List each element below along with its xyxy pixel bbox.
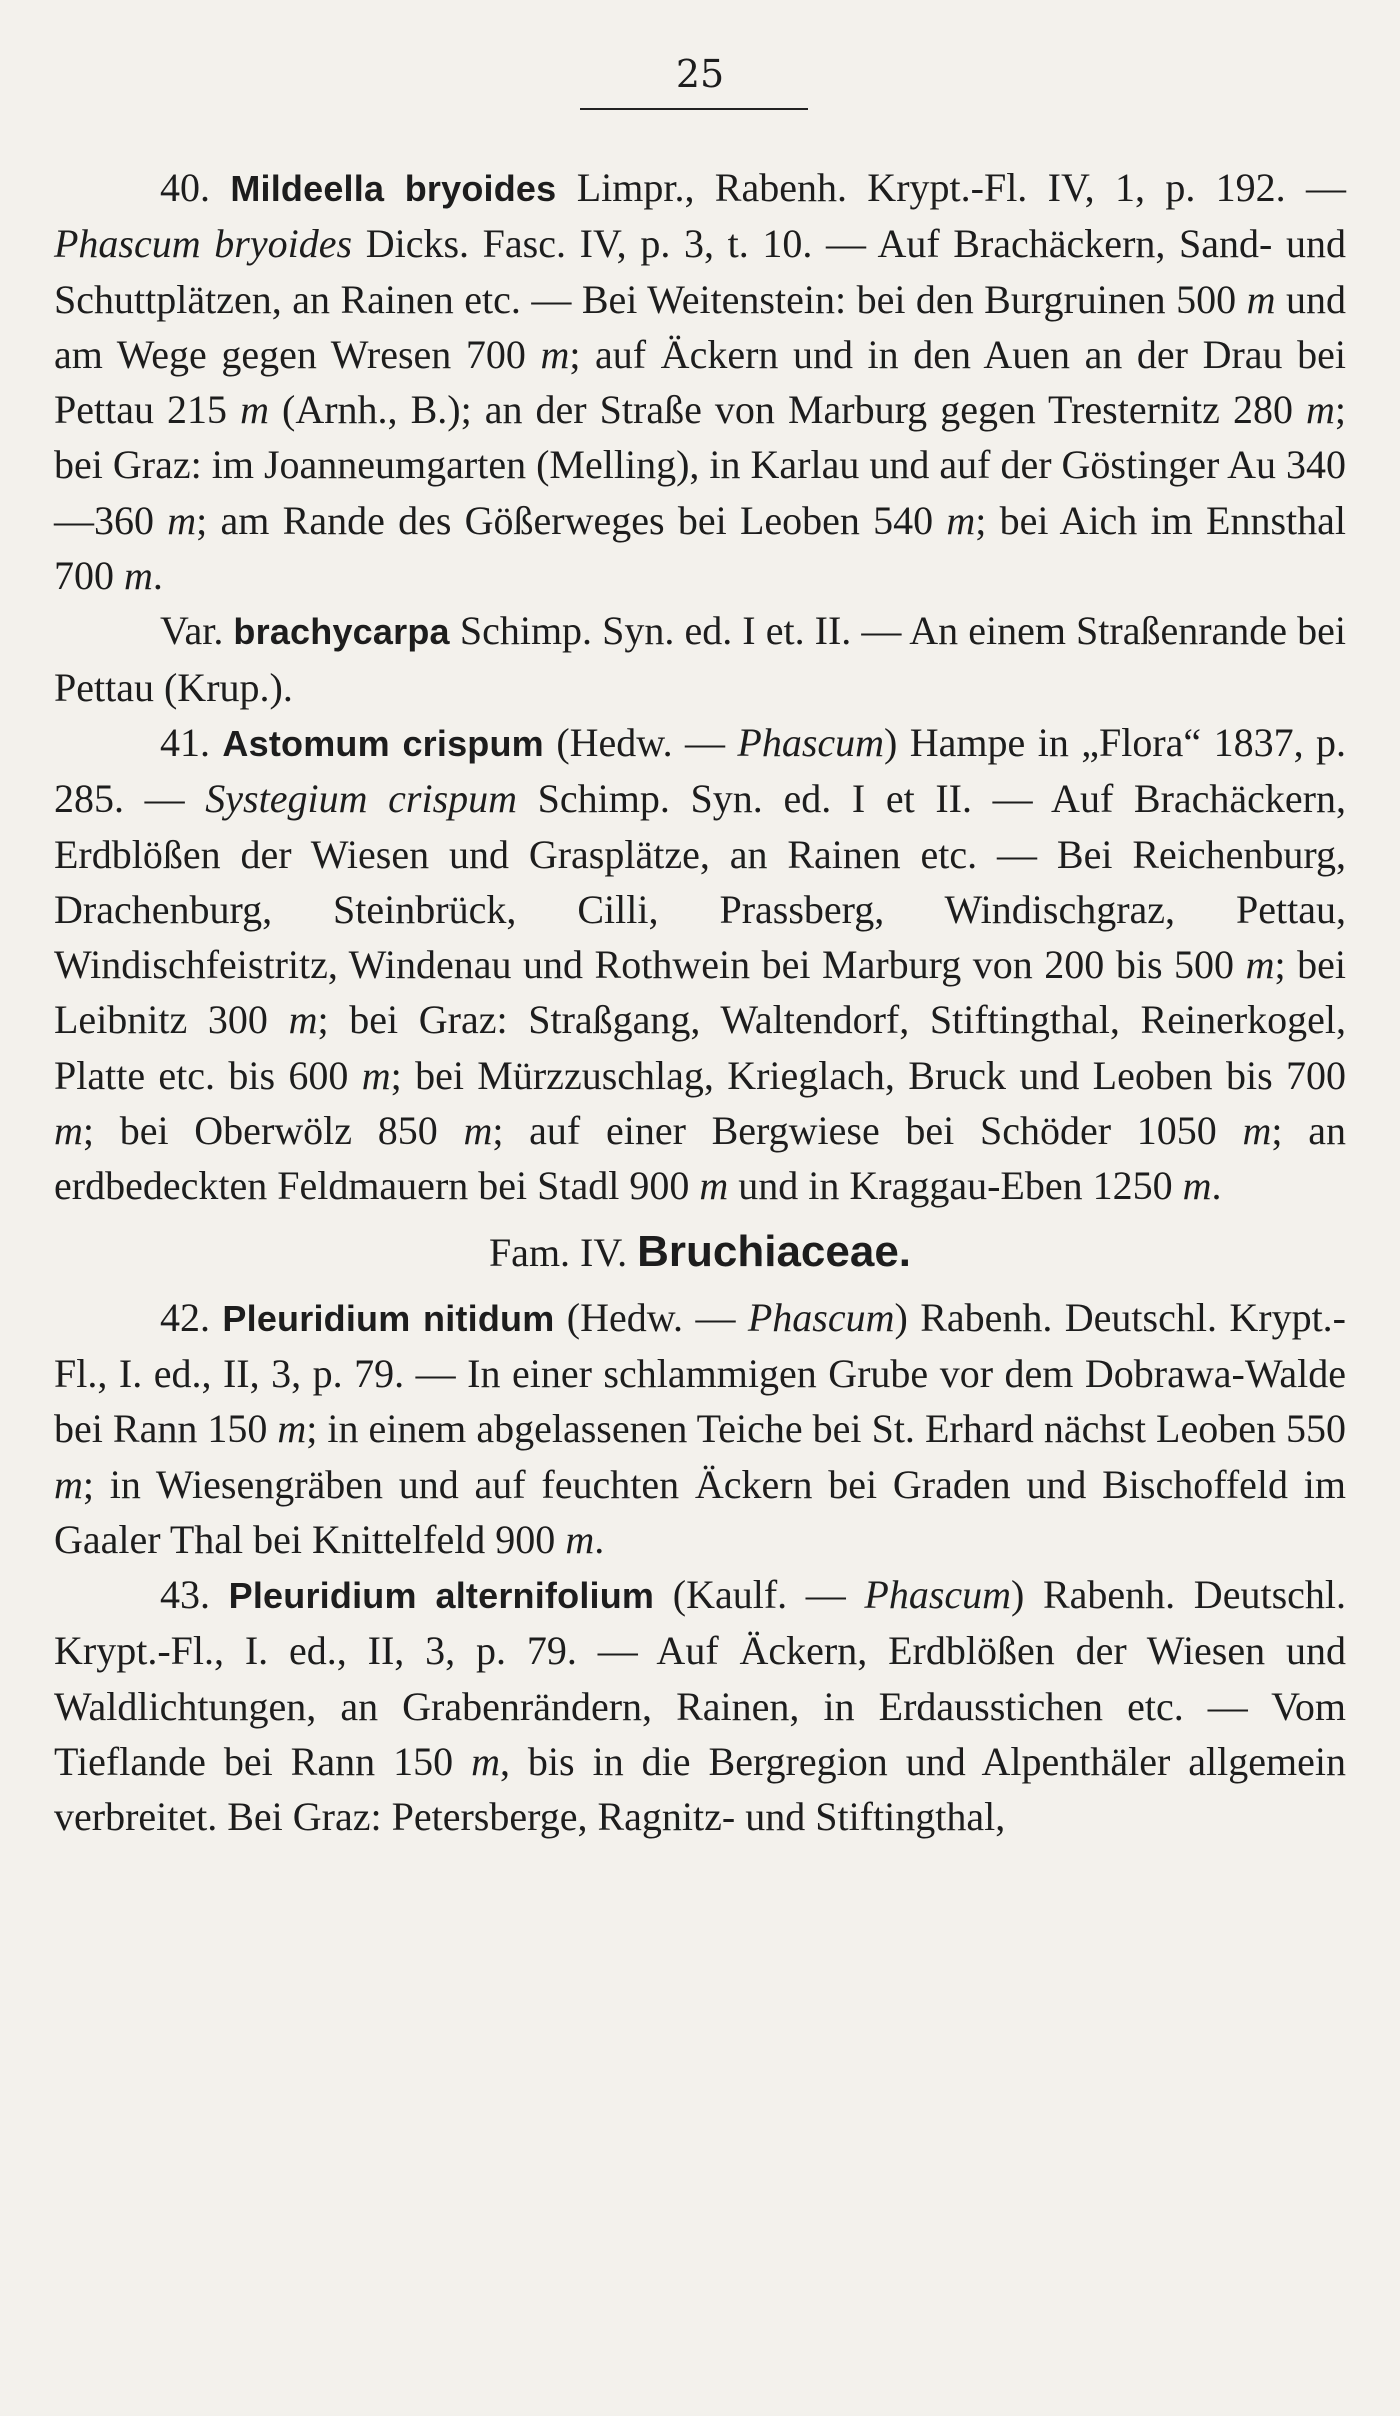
unit-metres: m bbox=[565, 1516, 595, 1562]
entry-text: (Kaulf. — bbox=[654, 1572, 865, 1618]
synonym: Phascum bbox=[747, 1294, 895, 1340]
entry-text: ; auf Äckern und in den Auen an der Drau bei Pettau 215 bbox=[54, 331, 1346, 433]
entry-text: Dicks. Fasc. IV, p. 3, t. 10. — Auf Brachäckern, Sand- und Schuttplätzen, an Rainen etc. — Bei Weitenstein: bei den Burgruinen 500 bbox=[54, 221, 1346, 322]
unit-metres: m bbox=[1245, 942, 1275, 988]
unit-metres: m bbox=[540, 331, 570, 377]
unit-metres: m bbox=[54, 1461, 83, 1507]
entry-text: ; bei Oberwölz 850 bbox=[82, 1108, 464, 1154]
entry-text: . bbox=[152, 553, 163, 599]
entry-text: (Arnh., B.); an der Straße von Marburg gegen Tresternitz 280 bbox=[268, 387, 1306, 433]
entry-text: und am Wege gegen Wresen 700 bbox=[54, 276, 1347, 377]
family-heading bbox=[54, 1214, 1346, 1290]
entry-text: ; bei Graz: im Joanneumgarten (Melling), in Karlau und auf der Göstinger Au 340—360 bbox=[54, 387, 1347, 543]
entry-text: ; am Rande des Gößerweges bei Leoben 540 bbox=[196, 497, 947, 543]
synonym: Phascum bbox=[864, 1572, 1012, 1618]
synonym: Phascum bbox=[737, 719, 885, 765]
taxon-name: Astomum crispum bbox=[222, 722, 544, 764]
entry-text: ; an erdbedeckten Feldmauern bei Stadl 900 bbox=[54, 1108, 1346, 1209]
entry-text: ; bei Leibnitz 300 bbox=[54, 942, 1346, 1043]
entry-text: ) Rabenh. Deutschl. Krypt.-Fl., I. ed., II, 3, p. 79. — Auf Äckern, Erdblößen der Wiesen und Waldlichtungen, an Grabenrändern, Rainen, in Erdausstichen etc. — Vom Tieflande bei Rann 150 bbox=[54, 1572, 1346, 1785]
entry-number: 42. bbox=[160, 1294, 210, 1340]
taxon-name: brachycarpa bbox=[233, 611, 450, 653]
entry-text: (Hedw. — bbox=[554, 1294, 748, 1340]
entry-text: ) Hampe in „Flora“ 1837, p. 285. — bbox=[54, 719, 1347, 822]
species-entry-42 bbox=[54, 1290, 1346, 1567]
entry-text: ; bei Mürzzuschlag, Krieglach, Bruck und Leoben bis 700 bbox=[390, 1052, 1346, 1098]
entry-text: und in Kraggau-Eben 1250 bbox=[728, 1163, 1183, 1209]
entry-text: . bbox=[594, 1516, 605, 1562]
entry-text: . bbox=[1211, 1163, 1222, 1209]
page-body bbox=[54, 160, 1346, 1845]
unit-metres: m bbox=[361, 1052, 391, 1098]
unit-metres: m bbox=[699, 1163, 729, 1209]
unit-metres: m bbox=[1246, 276, 1276, 322]
family-name: Bruchiaceae. bbox=[637, 1226, 912, 1276]
entry-text: ; bei Graz: Straßgang, Waltendorf, Stiftingthal, Reinerkogel, Platte etc. bis 600 bbox=[54, 997, 1347, 1098]
entry-text: ) Rabenh. Deutschl. Krypt.-Fl., I. ed., II, 3, p. 79. — In einer schlammigen Grube vor dem Dobrawa-Walde bei Rann 150 bbox=[54, 1294, 1347, 1452]
synonym: Systegium crispum bbox=[205, 776, 518, 822]
entry-number: 41. bbox=[160, 719, 210, 765]
unit-metres: m bbox=[240, 387, 269, 433]
unit-metres: m bbox=[124, 553, 153, 599]
entry-number: 40. bbox=[160, 165, 210, 210]
taxon-name: Pleuridium alternifolium bbox=[228, 1575, 655, 1617]
entry-text: ; auf einer Bergwiese bei Schöder 1050 bbox=[492, 1108, 1243, 1154]
unit-metres: m bbox=[277, 1406, 307, 1452]
entry-text: Schimp. Syn. ed. I et II. — Auf Brachäckern, Erdblößen der Wiesen und Grasplätze, an Rainen etc. — Bei Reichenburg, Drachenburg, Steinbrück, Cilli, Prassberg, Windischgraz, Pettau, Windischfeistritz, Windenau und Rothwein bei Marburg von 200 bis 500 bbox=[54, 776, 1346, 988]
entry-text: ; in Wiesengräben und auf feuchten Äckern bei Graden und Bischoffeld im Gaaler Thal bei Knittelfeld 900 bbox=[54, 1461, 1346, 1562]
entry-text: (Hedw. — bbox=[543, 719, 738, 765]
entry-number: 43. bbox=[160, 1572, 210, 1618]
entry-number: Var. bbox=[160, 608, 224, 654]
family-label: Fam. IV. bbox=[488, 1229, 628, 1275]
entry-text: , bis in die Bergregion und Alpenthäler allgemein verbreitet. Bei Graz: Petersberge, Ragnitz- und Stiftingthal, bbox=[54, 1739, 1346, 1840]
synonym: Phascum bryoides bbox=[54, 221, 353, 267]
species-entry-43 bbox=[54, 1567, 1346, 1844]
entry-text: ; bei Aich im Ennsthal 700 bbox=[54, 497, 1347, 599]
variety-entry-brachycarpa bbox=[54, 603, 1346, 715]
page-number: 25 bbox=[675, 52, 725, 96]
entry-text: ; in einem abgelassenen Teiche bei St. Erhard nächst Leoben 550 bbox=[306, 1406, 1346, 1452]
unit-metres: m bbox=[471, 1739, 500, 1785]
header-rule bbox=[580, 108, 808, 110]
taxon-name: Pleuridium nitidum bbox=[222, 1297, 555, 1339]
unit-metres: m bbox=[167, 497, 197, 543]
unit-metres: m bbox=[463, 1108, 493, 1154]
species-entry-40 bbox=[54, 160, 1346, 603]
unit-metres: m bbox=[54, 1108, 83, 1154]
unit-metres: m bbox=[946, 497, 976, 543]
unit-metres: m bbox=[1306, 387, 1335, 433]
unit-metres: m bbox=[1242, 1108, 1272, 1154]
unit-metres: m bbox=[1182, 1163, 1212, 1209]
entry-text: Limpr., Rabenh. Krypt.-Fl. IV, 1, p. 192. — bbox=[556, 165, 1346, 210]
entry-text: Schimp. Syn. ed. I et. II. — An einem Straßenrande bei Pettau (Krup.). bbox=[54, 608, 1347, 710]
unit-metres: m bbox=[288, 997, 318, 1043]
taxon-name: Mildeella bryoides bbox=[230, 168, 557, 209]
species-entry-41 bbox=[54, 715, 1346, 1214]
